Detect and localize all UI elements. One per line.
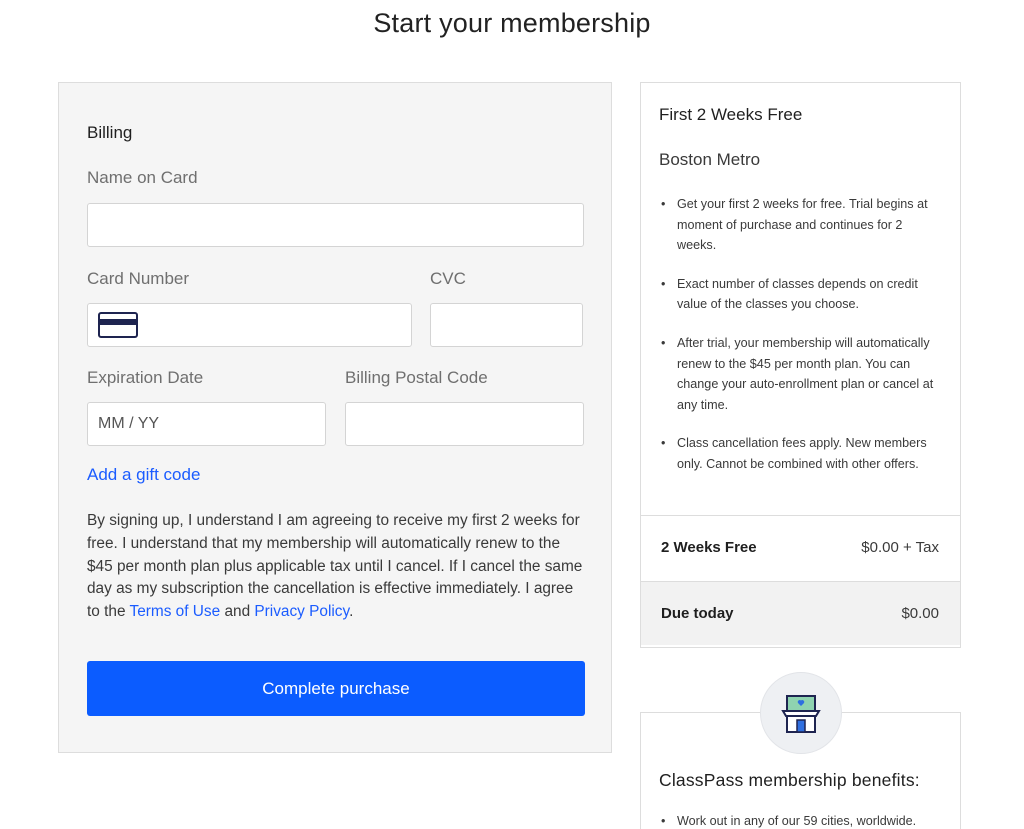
billing-heading: Billing bbox=[87, 123, 133, 142]
terms-of-use-link[interactable]: Terms of Use bbox=[129, 603, 221, 621]
list-item: • Get your first 2 weeks for free. Trial begins at moment of purchase and continues for 2 weeks. bbox=[659, 194, 945, 256]
list-item: • Exact number of classes depends on credit value of the classes you choose. bbox=[659, 274, 945, 315]
cvc-input[interactable] bbox=[430, 303, 583, 347]
add-gift-code-link[interactable]: Add a gift code bbox=[87, 465, 201, 484]
due-today-row bbox=[641, 581, 960, 645]
postal-code-input[interactable] bbox=[345, 402, 584, 446]
name-on-card-input[interactable] bbox=[87, 203, 584, 247]
card-number-label: Card Number bbox=[87, 269, 190, 288]
cvc-label: CVC bbox=[430, 269, 466, 288]
storefront-icon bbox=[760, 672, 842, 754]
list-item: • After trial, your membership will automatically renew to the $45 per month plan. You can change your auto-enrollment plan or cancel at any time. bbox=[659, 333, 945, 415]
free-trial-row bbox=[641, 515, 960, 579]
terms-end: . bbox=[349, 603, 354, 621]
list-item: • Work out in any of our 59 cities, worldwide. bbox=[659, 811, 949, 829]
plan-title: First 2 Weeks Free bbox=[659, 105, 803, 124]
privacy-policy-link[interactable]: Privacy Policy bbox=[254, 603, 350, 621]
postal-code-label: Billing Postal Code bbox=[345, 368, 488, 387]
plan-details-list bbox=[659, 194, 945, 493]
billing-form bbox=[58, 82, 612, 753]
order-summary bbox=[640, 82, 961, 648]
free-trial-price: $0.00 + Tax bbox=[861, 539, 939, 556]
name-on-card-label: Name on Card bbox=[87, 168, 198, 187]
free-trial-label: 2 Weeks Free bbox=[661, 539, 757, 556]
complete-purchase-button[interactable]: Complete purchase bbox=[87, 661, 585, 716]
terms-body: By signing up, I understand I am agreeing to receive my first 2 weeks for free. I understand that my membership will automatically renew to the $45 per month plan plus applicable tax until I cancel. If I cancel the same day as my subscription the cancellation is effective immediately. I agree to the bbox=[87, 512, 583, 621]
due-today-label: Due today bbox=[661, 605, 734, 622]
terms-text bbox=[87, 510, 587, 624]
benefits-list bbox=[659, 811, 949, 829]
list-item: • Class cancellation fees apply. New members only. Cannot be combined with other offers. bbox=[659, 433, 945, 474]
terms-and: and bbox=[220, 603, 255, 621]
benefits-title: ClassPass membership benefits: bbox=[659, 770, 920, 790]
plan-location: Boston Metro bbox=[659, 150, 761, 169]
card-number-input[interactable] bbox=[87, 303, 412, 347]
page-title: Start your membership bbox=[373, 8, 651, 38]
expiration-date-label: Expiration Date bbox=[87, 368, 204, 387]
credit-card-icon bbox=[98, 312, 138, 338]
due-today-price: $0.00 bbox=[901, 605, 939, 622]
expiration-date-input[interactable]: MM / YY bbox=[87, 402, 326, 446]
